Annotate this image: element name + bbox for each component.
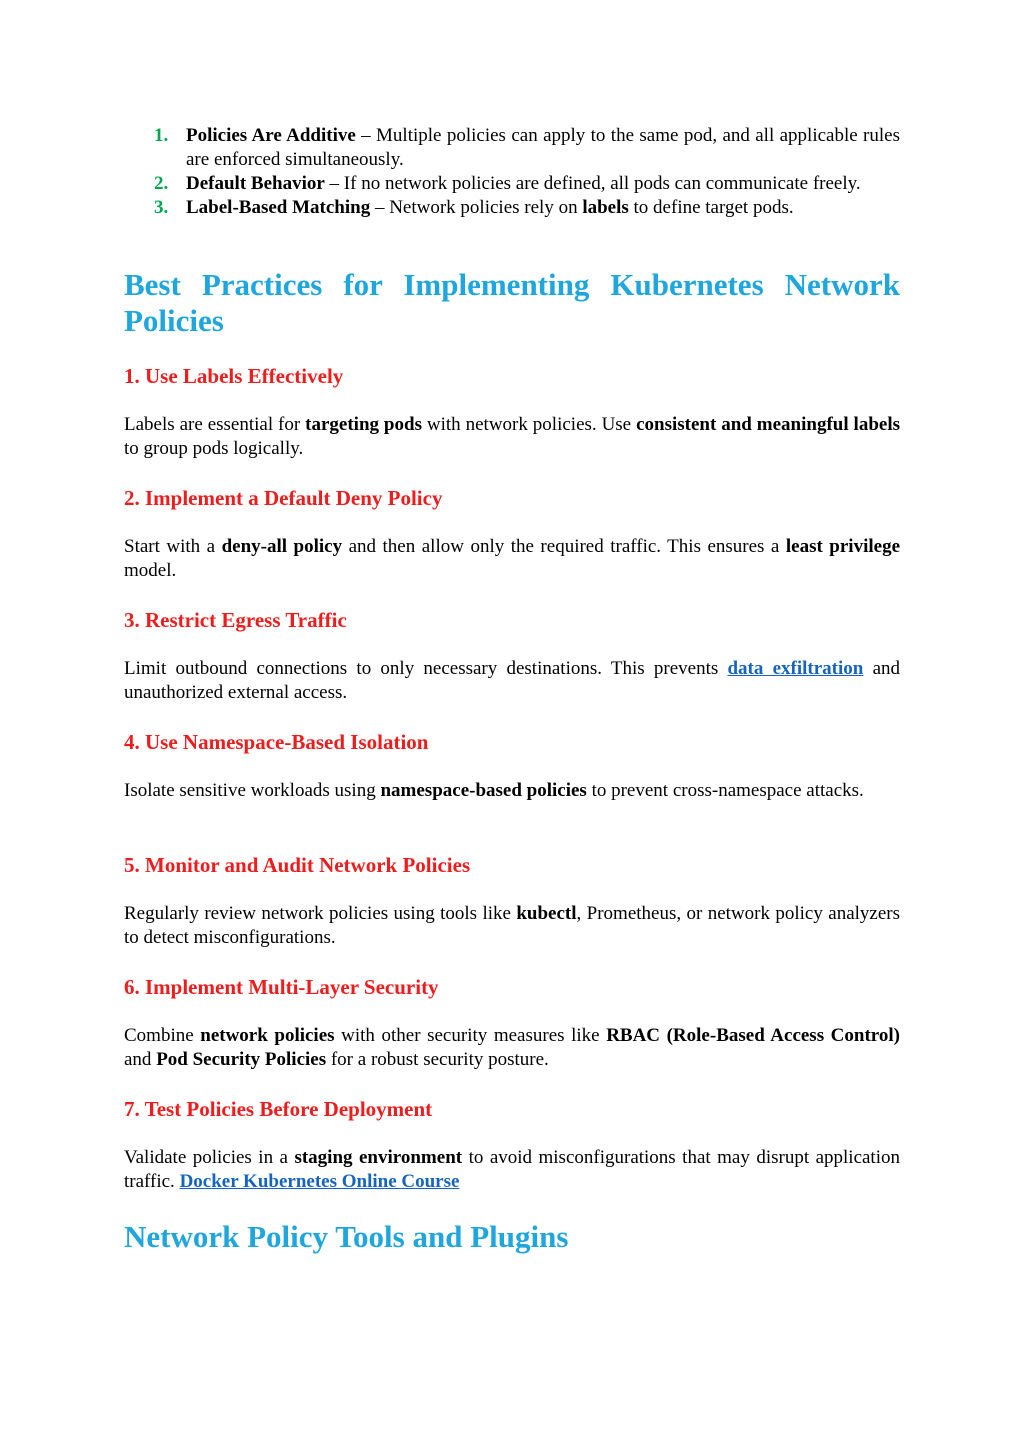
list-item xyxy=(124,196,900,220)
body-text: Combine xyxy=(124,1025,201,1046)
body-text: and unauthorized external access. xyxy=(124,658,900,703)
section-body-restrict-egress xyxy=(124,657,900,705)
list-marker: 3. xyxy=(154,197,169,218)
body-bold: least privilege xyxy=(785,536,901,557)
body-text: Regularly review network policies using tools like xyxy=(124,903,517,924)
list-item-text: – If no network policies are defined, all pods can communicate freely. xyxy=(324,173,861,194)
body-text: Validate policies in a xyxy=(124,1147,295,1168)
heading-best-practices: Best Practices for Implementing Kubernetes Network Policies xyxy=(124,267,900,338)
body-text: with other security measures like xyxy=(334,1025,607,1046)
body-bold: deny-all policy xyxy=(221,536,343,557)
list-item xyxy=(124,172,900,196)
body-bold: consistent and meaningful labels xyxy=(636,414,901,435)
list-item-text: – Multiple policies can apply to the same pod, and all applicable rules are enforced simultaneously. xyxy=(186,125,900,170)
list-item-text: – Network policies rely on xyxy=(370,197,583,218)
section-title-use-labels: 1. Use Labels Effectively xyxy=(124,364,344,388)
body-text: and xyxy=(124,1049,157,1070)
body-text: and then allow only the required traffic. This ensures a xyxy=(342,536,786,557)
list-marker: 2. xyxy=(154,173,169,194)
section-body-use-labels xyxy=(124,413,900,461)
body-text: Labels are essential for xyxy=(124,414,306,435)
section-body-namespace-isolation xyxy=(124,779,900,803)
body-text: model. xyxy=(124,560,177,581)
body-bold: Pod Security Policies xyxy=(156,1049,327,1070)
section-title-test-policies: 7. Test Policies Before Deployment xyxy=(124,1097,433,1121)
section-title-default-deny: 2. Implement a Default Deny Policy xyxy=(124,486,443,510)
heading-tools-plugins: Network Policy Tools and Plugins xyxy=(124,1219,569,1254)
list-item-term: Policies Are Additive xyxy=(186,125,356,146)
section-body-multi-layer xyxy=(124,1024,900,1072)
list-marker: 1. xyxy=(154,125,169,146)
body-text: Start with a xyxy=(124,536,222,557)
body-text: Isolate sensitive workloads using xyxy=(124,780,381,801)
list-item-bold: labels xyxy=(582,197,629,218)
body-bold: targeting pods xyxy=(305,414,422,435)
body-bold: network policies xyxy=(200,1025,335,1046)
list-item xyxy=(124,124,900,172)
section-title-monitor-audit: 5. Monitor and Audit Network Policies xyxy=(124,853,471,877)
body-text: to group pods logically. xyxy=(124,438,304,459)
intro-numbered-list xyxy=(124,124,900,220)
body-bold: kubectl xyxy=(516,903,577,924)
body-text: with network policies. Use xyxy=(421,414,637,435)
body-text: Limit outbound connections to only necessary destinations. This prevents xyxy=(124,658,728,679)
body-bold: namespace-based policies xyxy=(380,780,587,801)
section-body-default-deny xyxy=(124,535,900,583)
list-item-term: Default Behavior xyxy=(186,173,325,194)
section-body-monitor-audit xyxy=(124,902,900,950)
data-exfiltration-link[interactable]: data exfiltration xyxy=(727,658,864,679)
list-item-text: to define target pods. xyxy=(628,197,794,218)
section-body-test-policies xyxy=(124,1146,900,1194)
body-text: , Prometheus, or network policy analyzers to detect misconfigurations. xyxy=(124,903,900,948)
body-text: to avoid misconfigurations that may disrupt application traffic. xyxy=(124,1147,900,1192)
body-bold: staging environment xyxy=(294,1147,463,1168)
section-title-multi-layer: 6. Implement Multi-Layer Security xyxy=(124,975,439,999)
body-bold: RBAC (Role-Based Access Control) xyxy=(606,1025,900,1046)
section-title-namespace-isolation: 4. Use Namespace-Based Isolation xyxy=(124,730,429,754)
docker-kubernetes-course-link[interactable]: Docker Kubernetes Online Course xyxy=(179,1171,460,1192)
body-text: to prevent cross-namespace attacks. xyxy=(586,780,864,801)
list-item-term: Label-Based Matching xyxy=(186,197,371,218)
body-text: for a robust security posture. xyxy=(326,1049,549,1070)
section-title-restrict-egress: 3. Restrict Egress Traffic xyxy=(124,608,347,632)
